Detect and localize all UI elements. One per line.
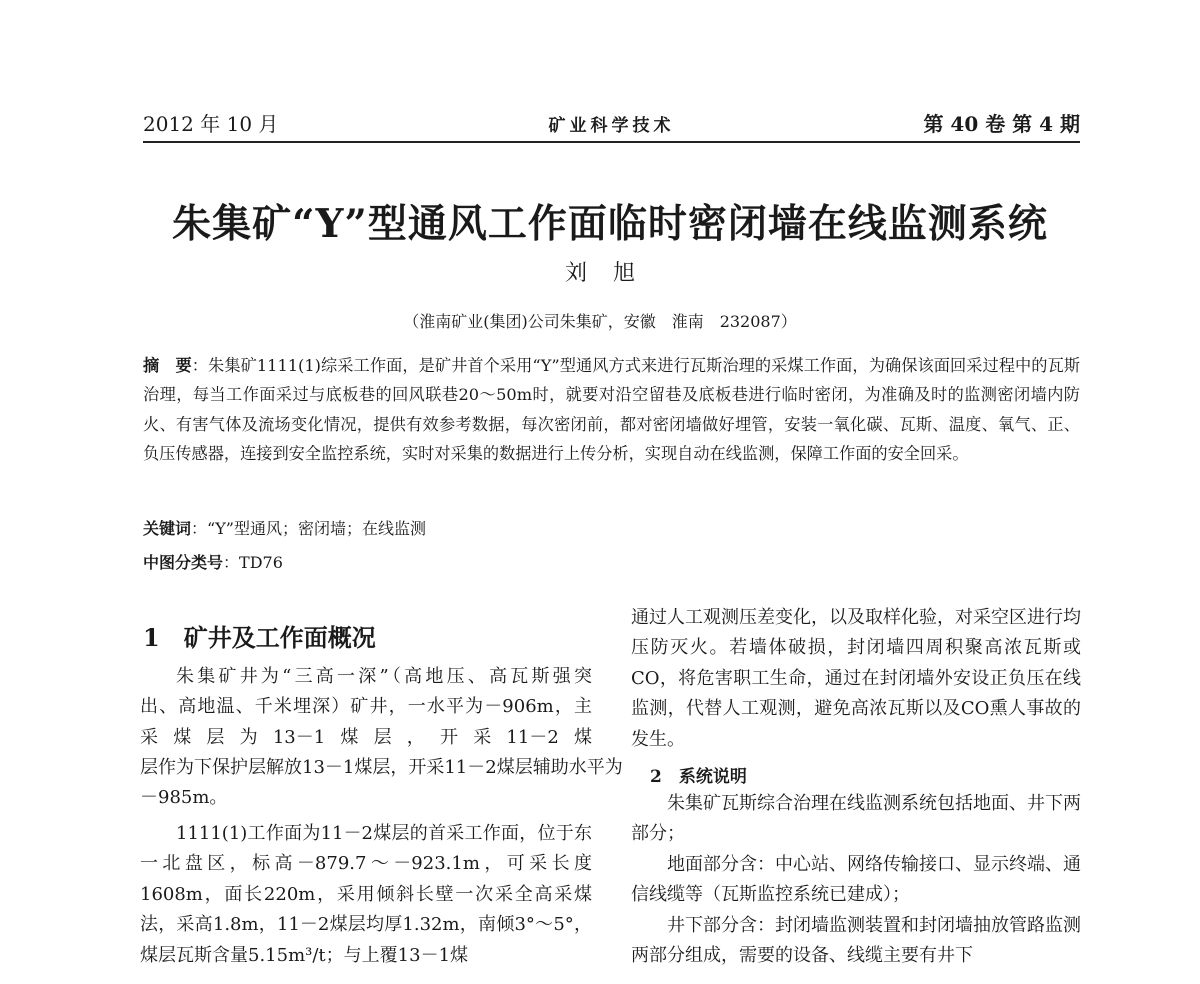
header-rule: [143, 141, 1080, 143]
text-line: 层作为下保护层解放13－1煤层，开采11－2煤层辅助水平为: [140, 757, 623, 778]
paragraph-text: 井下部分含：封闭墙监测装置和封闭墙抽放管路监测两部分组成，需要的设备、线缆主要有井下: [631, 914, 1081, 967]
text-line: 出、高地温、千米埋深）矿井，一水平为－906m，主: [140, 696, 592, 718]
keywords-text: ：“Y”型通风；密闭墙；在线监测: [191, 519, 426, 538]
paragraph-text: 通过人工观测压差变化，以及取样化验，对采空区进行均压防灭火。若墙体破损，封闭墙四周积聚高浓瓦斯或CO，将危害职工生命，通过在封闭墙外安设正负压在线监测，代替人工观测，避免高浓瓦斯以及CO熏人事故的发生。: [631, 607, 1081, 750]
section-2-heading: 2 系统说明: [650, 767, 747, 787]
article-title: 朱集矿“Y”型通风工作面临时密闭墙在线监测系统: [172, 201, 1048, 247]
paragraph-text: 朱集矿瓦斯综合治理在线监测系统包括地面、井下两部分；: [631, 793, 1081, 845]
right-column-paragraph-1: [631, 603, 1081, 755]
text-line: 采煤层为13－1煤层，开采11－2煤: [140, 726, 592, 748]
paragraph-text: 地面部分含：中心站、网络传输接口、显示终端、通信线缆等（瓦斯监控系统已建成）；: [631, 853, 1081, 906]
journal-name: 矿业科学技术: [548, 116, 675, 136]
section-1-paragraph-2: [140, 819, 592, 971]
clc-label: 中图分类号: [143, 553, 224, 572]
abstract: [143, 351, 1080, 469]
section-1-paragraph-1-tail: [140, 753, 700, 814]
section-1-paragraph-1: [140, 662, 592, 753]
issue-date: 2012 年 10 月: [143, 112, 279, 136]
running-head: [143, 108, 1080, 140]
clc-text: ：TD76: [223, 553, 283, 572]
author-name: 刘旭: [564, 261, 661, 286]
keywords: [143, 516, 426, 539]
author-affiliation: （淮南矿业(集团)公司朱集矿，安徽 淮南 232087）: [403, 312, 797, 331]
abstract-text: ：朱集矿1111(1)综采工作面，是矿井首个采用“Y”型通风方式来进行瓦斯治理的采煤工作面，为确保该面回采过程中的瓦斯治理，每当工作面采过与底板巷的回风联巷20～50m时，就要对沿空留巷及底板巷进行临时密闭，为准确及时的监测密闭墙内防火、有害气体及流场变化情况，提供有效参考数据，每次密闭前，都对密闭墙做好埋管，安装一氧化碳、瓦斯、温度、氧气、正、负压传感器，连接到安全监控系统，实时对采集的数据进行上传分析，实现自动在线监测，保障工作面的安全回采。: [143, 356, 1081, 464]
classification-number: [143, 550, 283, 573]
volume-issue: 第 40 卷 第 4 期: [923, 112, 1080, 136]
right-column-paragraphs: [631, 789, 1081, 971]
keywords-label: 关键词: [143, 519, 192, 538]
text-line: 朱集矿井为“三高一深”（高地压、高瓦斯强突: [176, 666, 592, 687]
text-line: －985m。: [140, 787, 228, 809]
section-1-heading: 1 矿井及工作面概况: [143, 623, 376, 652]
abstract-label: 摘 要: [143, 356, 192, 375]
paragraph-text: 1111(1)工作面为11－2煤层的首采工作面，位于东一北盘区，标高－879.7～－923.1m，可采长度1608m，面长220m，采用倾斜长壁一次采全高采煤法，采高1.8m，11－2煤层均厚1.32m，南倾3°～5°，煤层瓦斯含量5.15m³/t；与上覆13－1煤: [140, 823, 592, 966]
